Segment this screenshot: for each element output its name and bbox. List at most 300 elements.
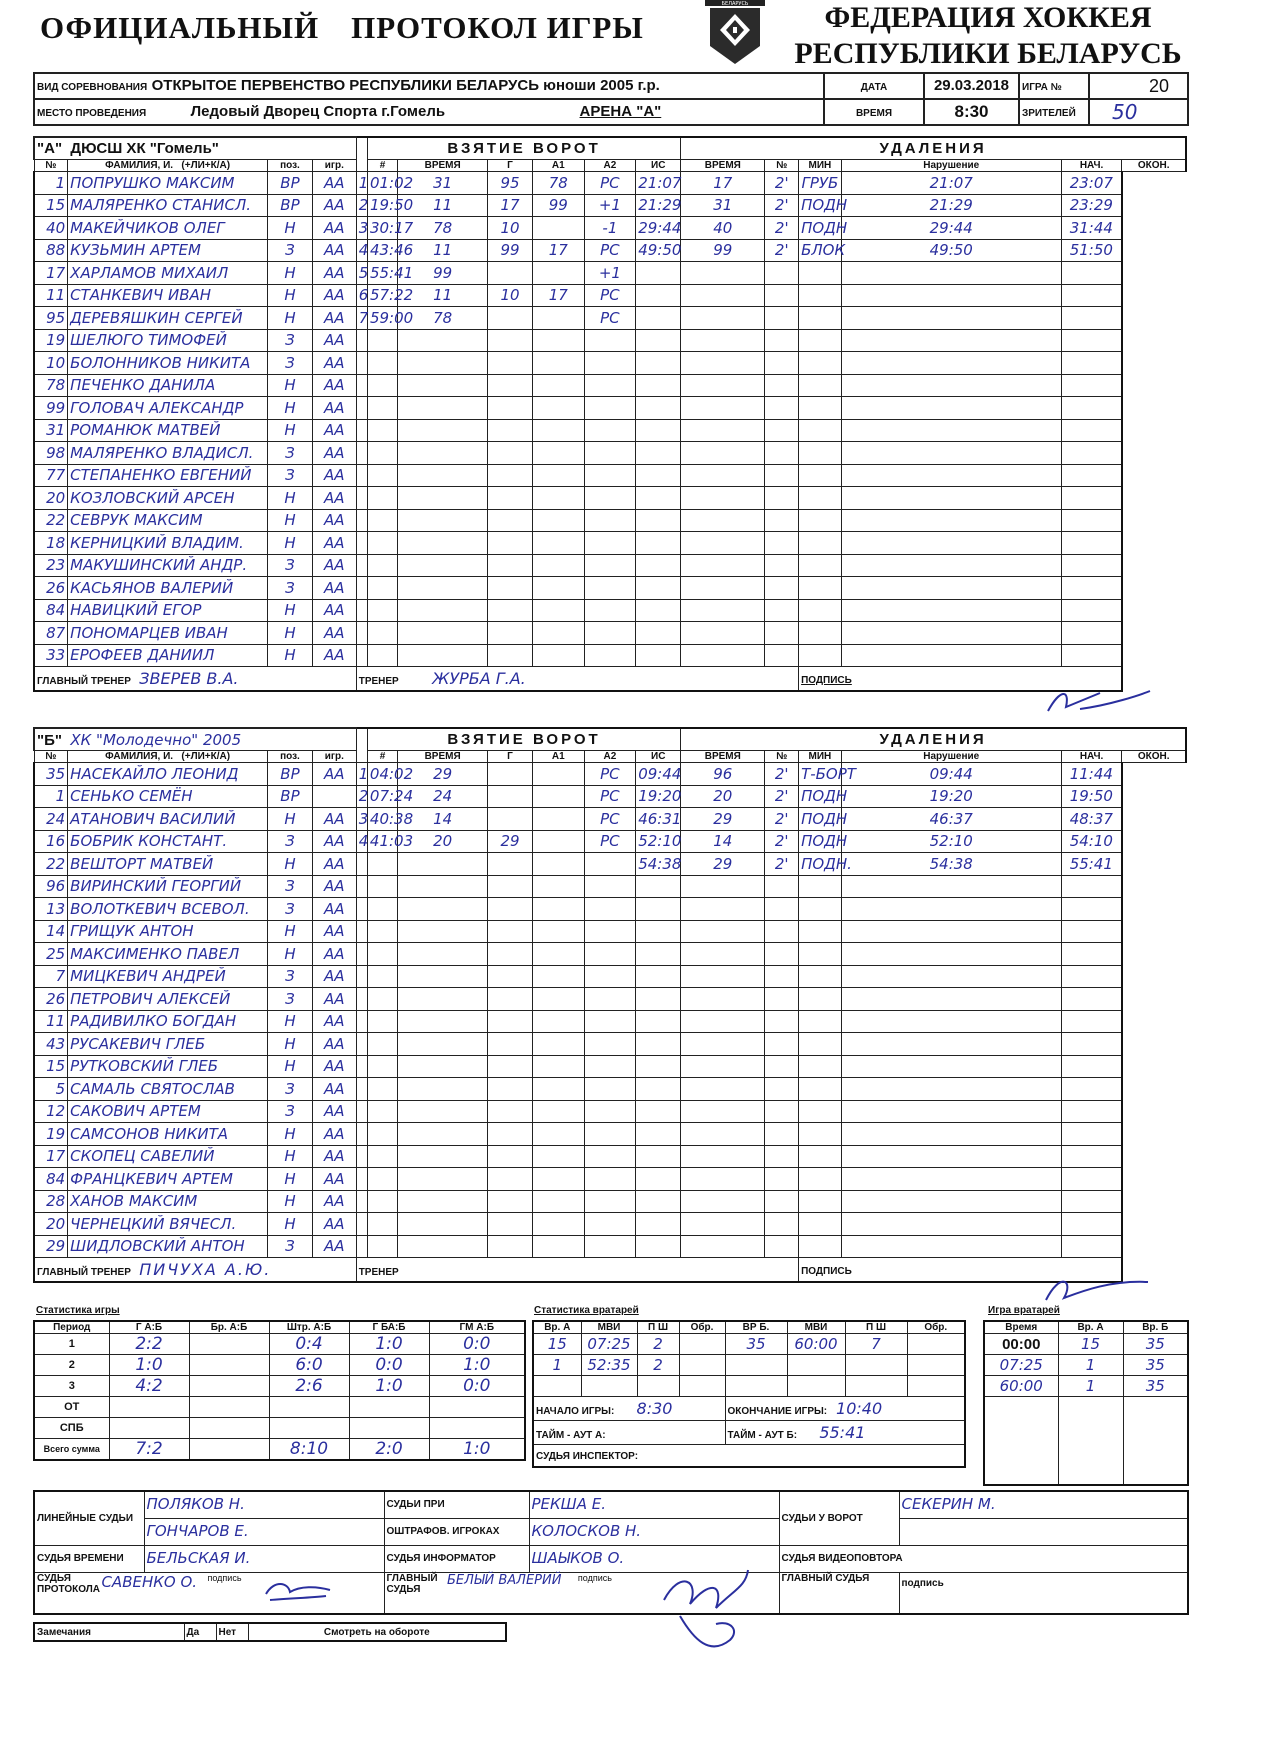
penalty-minutes bbox=[765, 419, 799, 442]
goal-time: 04:02 bbox=[367, 763, 397, 786]
player-position: З bbox=[268, 898, 313, 921]
arena-value: АРЕНА "А" bbox=[579, 103, 662, 120]
player-number: 84 bbox=[34, 1168, 68, 1191]
player-name: КОЗЛОВСКИЙ АРСЕН bbox=[68, 487, 268, 510]
player-name: САМАЛЬ СВЯТОСЛАВ bbox=[68, 1078, 268, 1101]
player-number: 25 bbox=[34, 943, 68, 966]
penalty-start bbox=[841, 509, 1061, 532]
stat-goals-sh: 1:0 bbox=[429, 1439, 525, 1461]
player-number: 13 bbox=[34, 898, 68, 921]
goal-number bbox=[356, 1100, 367, 1123]
player-number: 15 bbox=[34, 194, 68, 217]
penalty-minutes bbox=[765, 1235, 799, 1258]
penalty-time bbox=[636, 965, 681, 988]
penalty-minutes: 2' bbox=[765, 194, 799, 217]
goal-assist-2 bbox=[532, 307, 584, 330]
penalty-minutes bbox=[765, 577, 799, 600]
penalty-player bbox=[681, 1123, 765, 1146]
goal-situation bbox=[584, 397, 636, 420]
goalie-psh-b: 7 bbox=[845, 1334, 907, 1355]
penalty-time bbox=[636, 875, 681, 898]
goal-assist-2 bbox=[532, 1213, 584, 1236]
col-violation: Нарушение bbox=[841, 160, 1061, 172]
scorer-sign-label: подпись bbox=[207, 1572, 242, 1583]
penalty-player bbox=[681, 1213, 765, 1236]
goal-assist-2 bbox=[532, 1078, 584, 1101]
goal-scorer bbox=[398, 487, 488, 510]
player-position: ВР bbox=[268, 763, 313, 786]
federation-logo-icon bbox=[704, 0, 766, 66]
player-game: АА bbox=[312, 875, 356, 898]
col-pno: № bbox=[765, 160, 799, 172]
game-stats-col: Г БА:Б bbox=[349, 1321, 429, 1334]
penalty-end bbox=[1061, 442, 1122, 465]
team-a-row bbox=[34, 172, 1186, 195]
goal-number bbox=[356, 397, 367, 420]
game-stats-col: ГМ А:Б bbox=[429, 1321, 525, 1334]
penalty-player bbox=[681, 329, 765, 352]
player-name: ПОНОМАРЦЕВ ИВАН bbox=[68, 622, 268, 645]
penalty-minutes bbox=[765, 284, 799, 307]
goal-scorer bbox=[398, 988, 488, 1011]
penalty-start: 46:37 bbox=[841, 808, 1061, 831]
team-b-name: ХК "Молодечно" 2005 bbox=[70, 730, 242, 749]
goal-scorer: 78 bbox=[398, 217, 488, 240]
goal-scorer bbox=[398, 1033, 488, 1056]
penalty-time bbox=[636, 1078, 681, 1101]
col-a2: А2 bbox=[584, 751, 636, 763]
player-number: 22 bbox=[34, 509, 68, 532]
player-number: 99 bbox=[34, 397, 68, 420]
goalie-game-a: 1 bbox=[1058, 1376, 1123, 1397]
player-game: АА bbox=[312, 239, 356, 262]
goal-assist-1 bbox=[488, 554, 533, 577]
game-no-label: ИГРА № bbox=[1022, 82, 1062, 93]
goal-assist-1: 29 bbox=[488, 830, 533, 853]
game-stats-header bbox=[34, 1321, 525, 1334]
penalty-violation: ПОДН bbox=[799, 194, 842, 217]
penalty-end bbox=[1061, 509, 1122, 532]
penalty-time: 52:10 bbox=[636, 830, 681, 853]
penalty-time: 54:38 bbox=[636, 853, 681, 876]
goal-time bbox=[367, 419, 397, 442]
goal-assist-2 bbox=[532, 808, 584, 831]
goal-time bbox=[367, 1010, 397, 1033]
penalty-minutes bbox=[765, 307, 799, 330]
goalie-vrb: 35 bbox=[725, 1334, 787, 1355]
goal-situation: +1 bbox=[584, 262, 636, 285]
penalty-time bbox=[636, 352, 681, 375]
col-pno: № bbox=[765, 751, 799, 763]
penalty-end bbox=[1061, 943, 1122, 966]
penalty-start bbox=[841, 920, 1061, 943]
goal-scorer: 20 bbox=[398, 830, 488, 853]
goal-situation: РС bbox=[584, 284, 636, 307]
time-label: ВРЕМЯ bbox=[855, 108, 893, 119]
goalie-game-b: 35 bbox=[1123, 1376, 1188, 1397]
goal-number bbox=[356, 554, 367, 577]
player-game: АА bbox=[312, 1055, 356, 1078]
referee: БЕЛЫЙ ВАЛЕРИЙ bbox=[446, 1572, 562, 1588]
stat-goals bbox=[109, 1418, 189, 1439]
player-name: МАЛЯРЕНКО СТАНИСЛ. bbox=[68, 194, 268, 217]
referee-2-sign-label: подпись bbox=[901, 1577, 944, 1589]
player-name: ХАНОВ МАКСИМ bbox=[68, 1190, 268, 1213]
penalty-violation: ПОДН bbox=[799, 785, 842, 808]
stat-goals-pp: 0:0 bbox=[349, 1355, 429, 1376]
goal-time bbox=[367, 1190, 397, 1213]
goal-situation bbox=[584, 1213, 636, 1236]
penalty-start bbox=[841, 1055, 1061, 1078]
penalty-minutes bbox=[765, 965, 799, 988]
player-game: АА bbox=[312, 1033, 356, 1056]
goalie-stats-row bbox=[533, 1355, 965, 1376]
penalty-time: 49:50 bbox=[636, 239, 681, 262]
team-a-goals-header: ВЗЯТИЕ ВОРОТ bbox=[367, 137, 680, 160]
protocol-title bbox=[40, 10, 676, 46]
game-stats-col: Бр. А:Б bbox=[189, 1321, 269, 1334]
stat-goals-pp: 1:0 bbox=[349, 1376, 429, 1397]
goal-time bbox=[367, 1078, 397, 1101]
penalty-end bbox=[1061, 1190, 1122, 1213]
penalty-minutes bbox=[765, 374, 799, 397]
stat-period: Всего сумма bbox=[34, 1439, 109, 1461]
penalty-time bbox=[636, 307, 681, 330]
goalie-stats-col: П Ш bbox=[845, 1321, 907, 1334]
penalty-violation: БЛОК bbox=[799, 239, 842, 262]
team-a-row bbox=[34, 397, 1186, 420]
col-ptime: ВРЕМЯ bbox=[681, 160, 765, 172]
player-position: Н bbox=[268, 487, 313, 510]
linesmen-label: ЛИНЕЙНЫЕ СУДЬИ bbox=[34, 1491, 144, 1545]
player-name: ПЕТРОВИЧ АЛЕКСЕЙ bbox=[68, 988, 268, 1011]
col-lik: (+ЛИ+К/А) bbox=[181, 751, 231, 762]
penalty-player bbox=[681, 577, 765, 600]
penalty-player: 20 bbox=[681, 785, 765, 808]
player-position: З bbox=[268, 1235, 313, 1258]
goal-situation bbox=[584, 898, 636, 921]
goal-number bbox=[356, 644, 367, 667]
goalie-mvi-b: 60:00 bbox=[787, 1334, 845, 1355]
penalty-end bbox=[1061, 554, 1122, 577]
date-label: ДАТА bbox=[860, 82, 888, 93]
goal-assist-1 bbox=[488, 644, 533, 667]
linesman-1: ПОЛЯКОВ Н. bbox=[146, 1495, 245, 1514]
goal-assist-2 bbox=[532, 1235, 584, 1258]
spectators-label: ЗРИТЕЛЕЙ bbox=[1022, 108, 1076, 119]
goalie-psh-a bbox=[637, 1376, 679, 1397]
goal-scorer bbox=[398, 397, 488, 420]
referee-signature-mark bbox=[650, 1560, 770, 1660]
goalie-stats-col: МВИ bbox=[581, 1321, 637, 1334]
team-b-row bbox=[34, 1213, 1186, 1236]
penalty-player bbox=[681, 1235, 765, 1258]
game-stats-col: Штр. А:Б bbox=[269, 1321, 349, 1334]
player-game: АА bbox=[312, 1168, 356, 1191]
goalie-game-a: 15 bbox=[1058, 1334, 1123, 1355]
player-game: АА bbox=[312, 1123, 356, 1146]
penalty-time bbox=[636, 262, 681, 285]
player-position: З bbox=[268, 830, 313, 853]
goal-number bbox=[356, 1213, 367, 1236]
goal-time bbox=[367, 1033, 397, 1056]
player-game: АА bbox=[312, 217, 356, 240]
col-a1: А1 bbox=[532, 751, 584, 763]
goal-assist-2 bbox=[532, 644, 584, 667]
goal-time bbox=[367, 898, 397, 921]
team-a-head-coach-value: ЗВЕРЕВ В.А. bbox=[139, 668, 239, 688]
penalty-start: 09:44 bbox=[841, 763, 1061, 786]
penalty-time bbox=[636, 943, 681, 966]
penalty-violation bbox=[799, 1190, 842, 1213]
penalty-start bbox=[841, 1033, 1061, 1056]
goal-scorer bbox=[398, 1010, 488, 1033]
penalty-end bbox=[1061, 284, 1122, 307]
goal-time bbox=[367, 487, 397, 510]
penalty-minutes bbox=[765, 988, 799, 1011]
goal-situation bbox=[584, 599, 636, 622]
player-game: АА bbox=[312, 442, 356, 465]
goal-time bbox=[367, 374, 397, 397]
goal-number bbox=[356, 532, 367, 555]
penalty-time bbox=[636, 284, 681, 307]
inspector bbox=[533, 1445, 965, 1467]
game-stats-row bbox=[34, 1439, 525, 1461]
goal-number bbox=[356, 965, 367, 988]
player-position: З bbox=[268, 875, 313, 898]
goal-scorer bbox=[398, 352, 488, 375]
player-number: 10 bbox=[34, 352, 68, 375]
penalty-violation bbox=[799, 374, 842, 397]
team-a-row bbox=[34, 644, 1186, 667]
penalty-player bbox=[681, 622, 765, 645]
col-name: ФАМИЛИЯ, И. bbox=[105, 751, 174, 762]
title-part-2: ПРОТОКОЛ ИГРЫ bbox=[351, 10, 644, 45]
penalty-minutes bbox=[765, 875, 799, 898]
penalty-minutes bbox=[765, 898, 799, 921]
player-number: 11 bbox=[34, 284, 68, 307]
penalty-start bbox=[841, 329, 1061, 352]
col-time: ВРЕМЯ bbox=[398, 751, 488, 763]
player-game: АА bbox=[312, 988, 356, 1011]
penalty-minutes bbox=[765, 622, 799, 645]
goal-assist-2 bbox=[532, 352, 584, 375]
referee-sign-label: подпись bbox=[577, 1572, 612, 1583]
goal-number bbox=[356, 374, 367, 397]
team-b-row bbox=[34, 830, 1186, 853]
stat-penalty-min: 0:4 bbox=[269, 1334, 349, 1355]
game-stats-row bbox=[34, 1418, 525, 1439]
penalty-start bbox=[841, 532, 1061, 555]
penalty-player bbox=[681, 1100, 765, 1123]
goal-situation: РС bbox=[584, 763, 636, 786]
penalty-time bbox=[636, 1145, 681, 1168]
competition-value: ОТКРЫТОЕ ПЕРВЕНСТВО РЕСПУБЛИКИ БЕЛАРУСЬ юноши 2005 г.р. bbox=[151, 77, 660, 94]
penalty-player bbox=[681, 943, 765, 966]
player-game: АА bbox=[312, 194, 356, 217]
penalty-end: 11:44 bbox=[1061, 763, 1122, 786]
goal-situation bbox=[584, 853, 636, 876]
penalty-time bbox=[636, 1190, 681, 1213]
player-number: 19 bbox=[34, 329, 68, 352]
goal-number bbox=[356, 920, 367, 943]
player-position: Н bbox=[268, 1190, 313, 1213]
scorer: САВЕНКО О. bbox=[101, 1572, 198, 1591]
goal-assist-2 bbox=[532, 487, 584, 510]
goal-scorer bbox=[398, 464, 488, 487]
goalie-game-header bbox=[984, 1321, 1188, 1334]
penalty-player bbox=[681, 644, 765, 667]
goal-scorer: 11 bbox=[398, 284, 488, 307]
goalie-stats-col: Обр. bbox=[907, 1321, 965, 1334]
penalty-end bbox=[1061, 307, 1122, 330]
goal-number bbox=[356, 1123, 367, 1146]
goalie-psh-b bbox=[845, 1355, 907, 1376]
penalty-minutes bbox=[765, 329, 799, 352]
goal-number bbox=[356, 329, 367, 352]
goal-assist-2 bbox=[532, 1145, 584, 1168]
goal-number bbox=[356, 509, 367, 532]
penalty-end: 55:41 bbox=[1061, 853, 1122, 876]
player-position: Н bbox=[268, 1033, 313, 1056]
goal-assist-2 bbox=[532, 1100, 584, 1123]
penalty-end: 23:07 bbox=[1061, 172, 1122, 195]
video-judge-label: СУДЬЯ ВИДЕОПОВТОРА bbox=[779, 1545, 1188, 1572]
stat-shots bbox=[189, 1334, 269, 1355]
penalty-end bbox=[1061, 419, 1122, 442]
penalty-time bbox=[636, 1033, 681, 1056]
team-b-row bbox=[34, 785, 1186, 808]
player-name: БОЛОННИКОВ НИКИТА bbox=[68, 352, 268, 375]
player-number: 77 bbox=[34, 464, 68, 487]
player-name: СТЕПАНЕНКО ЕВГЕНИЙ bbox=[68, 464, 268, 487]
goal-situation bbox=[584, 1078, 636, 1101]
goal-number bbox=[356, 487, 367, 510]
player-number: 17 bbox=[34, 262, 68, 285]
goal-situation bbox=[584, 509, 636, 532]
team-a-row bbox=[34, 329, 1186, 352]
player-name: СЕНЬКО СЕМЁН bbox=[68, 785, 268, 808]
team-a-row bbox=[34, 262, 1186, 285]
penalty-player bbox=[681, 1055, 765, 1078]
goalie-vra: 15 bbox=[533, 1334, 581, 1355]
penalty-violation bbox=[799, 943, 842, 966]
goal-number: 5 bbox=[356, 262, 367, 285]
player-number: 15 bbox=[34, 1055, 68, 1078]
goal-assist-1 bbox=[488, 1033, 533, 1056]
penalty-minutes bbox=[765, 1123, 799, 1146]
goal-assist-2 bbox=[532, 830, 584, 853]
goalie-game-b: 35 bbox=[1123, 1355, 1188, 1376]
team-a-row bbox=[34, 419, 1186, 442]
goal-assist-2: 17 bbox=[532, 239, 584, 262]
penalty-minutes bbox=[765, 920, 799, 943]
goal-assist-1 bbox=[488, 853, 533, 876]
team-a-signature-mark bbox=[1040, 685, 1160, 719]
goal-situation bbox=[584, 487, 636, 510]
informer: ШАЫКОВ О. bbox=[531, 1549, 625, 1567]
penalty-start bbox=[841, 419, 1061, 442]
penalty-minutes bbox=[765, 1190, 799, 1213]
goal-judge: СЕКЕРИН М. bbox=[901, 1495, 996, 1514]
goal-situation: РС bbox=[584, 830, 636, 853]
goal-number: 3 bbox=[356, 217, 367, 240]
player-game: АА bbox=[312, 1078, 356, 1101]
goal-situation bbox=[584, 464, 636, 487]
team-b-row bbox=[34, 965, 1186, 988]
col-game: игр. bbox=[312, 160, 356, 172]
team-a-row bbox=[34, 284, 1186, 307]
penalty-player bbox=[681, 352, 765, 375]
goal-time bbox=[367, 1055, 397, 1078]
goal-assist-1 bbox=[488, 397, 533, 420]
goal-assist-1 bbox=[488, 1055, 533, 1078]
goal-assist-2 bbox=[532, 1123, 584, 1146]
player-name: ШЕЛЮГО ТИМОФЕЙ bbox=[68, 329, 268, 352]
player-number: 20 bbox=[34, 487, 68, 510]
player-position: Н bbox=[268, 1213, 313, 1236]
penalty-time bbox=[636, 577, 681, 600]
penalty-start bbox=[841, 284, 1061, 307]
player-name: РОМАНЮК МАТВЕЙ bbox=[68, 419, 268, 442]
goalie-obr-b bbox=[907, 1355, 965, 1376]
player-name: РАДИВИЛКО БОГДАН bbox=[68, 1010, 268, 1033]
col-game: игр. bbox=[312, 751, 356, 763]
penalty-violation bbox=[799, 509, 842, 532]
game-stats-row bbox=[34, 1376, 525, 1397]
player-name: ВЕШТОРТ МАТВЕЙ bbox=[68, 853, 268, 876]
penalty-violation: ПОДН bbox=[799, 808, 842, 831]
penalty-start bbox=[841, 943, 1061, 966]
goal-assist-2 bbox=[532, 1190, 584, 1213]
penalty-minutes bbox=[765, 943, 799, 966]
penalty-start bbox=[841, 374, 1061, 397]
goalie-game-time: 00:00 bbox=[984, 1334, 1058, 1355]
goalie-mvi-b bbox=[787, 1355, 845, 1376]
col-pos: поз. bbox=[268, 751, 313, 763]
col-ptime: ВРЕМЯ bbox=[681, 751, 765, 763]
col-g: Г bbox=[488, 160, 533, 172]
goal-situation bbox=[584, 644, 636, 667]
player-game: АА bbox=[312, 1010, 356, 1033]
goal-situation bbox=[584, 988, 636, 1011]
penalty-time: 19:20 bbox=[636, 785, 681, 808]
goal-number bbox=[356, 577, 367, 600]
goal-assist-2 bbox=[532, 943, 584, 966]
stat-shots bbox=[189, 1355, 269, 1376]
player-name: ХАРЛАМОВ МИХАИЛ bbox=[68, 262, 268, 285]
player-game: АА bbox=[312, 397, 356, 420]
scorer-label: СУДЬЯ ПРОТОКОЛА bbox=[37, 1572, 101, 1595]
player-position: Н bbox=[268, 532, 313, 555]
goal-assist-1 bbox=[488, 1213, 533, 1236]
team-b-row bbox=[34, 1145, 1186, 1168]
goal-number bbox=[356, 1078, 367, 1101]
goal-assist-2: 99 bbox=[532, 194, 584, 217]
penalty-minutes bbox=[765, 1145, 799, 1168]
team-b-row bbox=[34, 920, 1186, 943]
penalty-violation bbox=[799, 284, 842, 307]
goal-scorer bbox=[398, 329, 488, 352]
stat-goals-pp bbox=[349, 1397, 429, 1418]
player-position: З bbox=[268, 239, 313, 262]
penalty-end bbox=[1061, 532, 1122, 555]
goal-situation bbox=[584, 1190, 636, 1213]
goalie-game-col: Вр. А bbox=[1058, 1321, 1123, 1334]
goal-number bbox=[356, 988, 367, 1011]
penalty-end bbox=[1061, 599, 1122, 622]
player-number: 23 bbox=[34, 554, 68, 577]
